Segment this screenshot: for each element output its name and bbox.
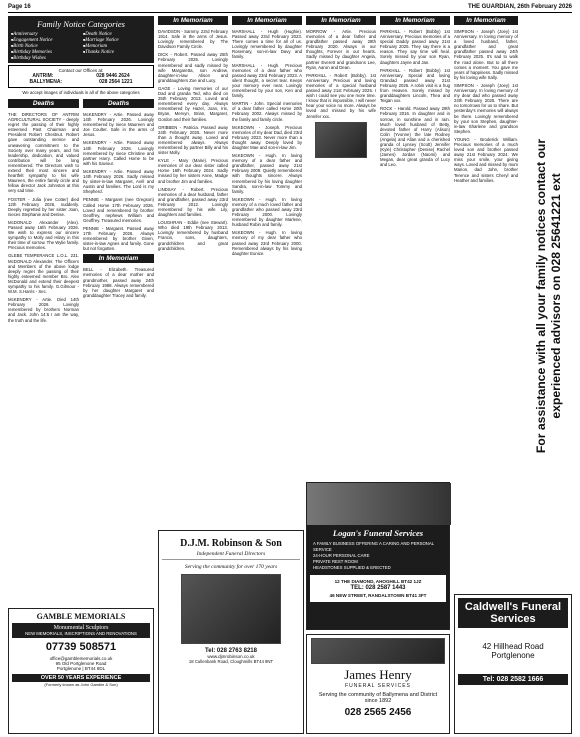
notice: ROCK - Harold. Passed away 29th February 2016. In daughter and in sorrow, in sunshine and in rain. Much loved husband of Betty, devoted father of Harry (Alison) Colin (Yvonne) the late Rodney (Angela) and Allan and a cherished granda of Lynsey (Scott) Jennifer (Kyle) Christopher (Denise) Rachel (James) Jordan (Naomi) and Megan, dear great granda of Lucy and Leo. (380, 106, 450, 168)
gamble-line: NEW MEMORIALS, INSCRIPTIONS AND RENOVATIONS (25, 631, 137, 636)
category-item: ■ Death Notice (83, 32, 151, 37)
notice: GRIBBEN - Patricia. Passed away 24th February 2025. Never more than a thought away. Loved and remembered always. Always remembered by partner Billy and his sister Molly. (158, 124, 228, 156)
notice: BELL - Elizabeth. Treasured memories of a dear mother and grandmother, passed away 24th February 1988. Always remembered by her daughter Margaret and granddaughter Tracey and family. (83, 267, 154, 298)
gamble-sub: Monumental Sculptors (53, 625, 109, 631)
notice: PENNIE - Margaret. Passed away 17th February 2026. Always remembered by brother Given, sister-in-law Agnes and family. Gone but not forgotten. (83, 225, 154, 252)
notice: MARSHALL - Hugh (Hughie). Passed away 23rd February 2023. There comes a time for all of us. Lovingly remembered by daughter Rosemary, son-in-law Davy and family. (232, 29, 302, 60)
notice: McKENDRY - Artie. Passed away 14th February 2026. Lovingly remembered by niece Christine and partner Harry. Called Home to be with his Saviour. (83, 140, 154, 166)
djm-web: www.djmrobinson.co.uk (207, 654, 255, 659)
henry-phone: 028 2565 2456 (344, 707, 412, 718)
gamble-memorials-ad (8, 608, 154, 734)
category-item: ■ Marriage Notice (83, 38, 151, 43)
column-4 (232, 16, 302, 536)
page-header (8, 3, 572, 13)
notice: PARKHILL - Robert (Bobby). 1st Anniversary. Precious and loving memories of a special husband passed away 21st February 2025. I wish I could see you one more time. I know that is impossible, I will never hear your voice no more. Always be loved and missed by his wife Jennifer xxx. (306, 72, 376, 119)
logans-address: 12 THE DIAMOND, AHOGHILL BT42 1JZ (334, 579, 422, 584)
notice: LINDSAY - Robert. Precious memories of a dear husband, father and grandfather, passed away 23rd February 2012. Lovingly remembered by his wife Lily, daughters and families. (158, 186, 228, 218)
djm-sub: Independent Funeral Directors (196, 551, 266, 557)
gamble-phone: 07739 508571 (45, 641, 117, 653)
henry-tagline: Serving the community of Ballymena and District since 1892 (318, 692, 438, 704)
james-henry-ad (306, 634, 450, 734)
notice: McKEOWN - Hugh. In loving memory of my dear father who passed away 23rd February 2000. Remembered always by his loving daughter Eunice. (232, 230, 302, 256)
antrim-label: ANTRIM: (32, 73, 54, 79)
categories-title: Family Notice Categories (37, 19, 125, 29)
notice: MORROW - Artie. Precious memories of a dear father and grandfather passed away 28th February 2020. Always in our thoughts, Forever in our hearts. Sadly missed by daughter Angela, partner Everett and grandsons Lee, Ryan, Aaron and Dean. (306, 29, 376, 70)
vertical-line: For assistance with all your family notices contact our (534, 138, 549, 454)
logans-photo (307, 483, 451, 525)
henry-photo (311, 638, 445, 664)
notice: FOSTER - Julia (nee Cotter) died 12th February 2026, suddenly. Deeply regretted by her sister Joan, nieces Stephanie and Denise. (8, 196, 79, 217)
notice: LOUGHRAN - Eddie (nee Stewart). Who died 19th February 2013. Lovingly remembered by husband Francis, sons, daughters, grandchildren and great grandchildren. (158, 220, 228, 251)
logans-funeral-ad (306, 482, 450, 630)
gamble-email: office@gamblememorials.co.uk (49, 656, 113, 661)
gamble-title: GAMBLE MEMORIALS (36, 612, 126, 621)
notice: GLEBE TEMPERANCE L.O.L. 231. McDONALD Alexander. The Officers and Members of the above lodge deeply regret the passing of their highly esteemed member Bro. Alex McDonald and extend their deepest sympathy to his family. G.Gilmour - W.M. S.Harris - Sec. (8, 253, 79, 295)
henry-sub: FUNERAL SERVICES (345, 683, 411, 689)
djm-title: D.J.M. Robinson & Son (180, 538, 282, 549)
ballymena-label: BALLYMENA: (29, 79, 63, 85)
notice: MARTIN - John. Special memories of a dear father called Home 20th February 2002. Always missed by the family and family circle. (232, 101, 302, 122)
memoriam-heading: In Memoriam (232, 16, 302, 25)
logans-bullet: A FAMILY BUSINESS OFFERING A CARING AND PERSONAL SERVICE (313, 541, 434, 552)
caldwells-title: Caldwell's Funeral Services (458, 598, 568, 628)
notice: McKEOWN - Joseph. Precious memories of my dear Dad, died 23rd February 2023. Never more than a thought away. Deeply loved by daughter Mae and son-in-law Jim. (232, 124, 302, 150)
categories-list (11, 32, 151, 61)
categories-box (8, 16, 154, 63)
notice: McDONALD Alexander (Alex). Passed away 16th February 2026. We wish to express our sincere sympathy to Molly and Hilary in this their time of sorrow. The Wylie family. Precious memories. (8, 219, 79, 251)
logans-bullet: PRIVATE REST ROOM (313, 559, 358, 564)
gamble-years: OVER 50 YEARS EXPERIENCE (12, 674, 150, 682)
page-number: Page 16 (8, 4, 31, 10)
column-3 (158, 16, 228, 536)
notice: PARKHILL - Robert (Bobby) 1st Anniversary. Precious memories of a special Daddy passed away 21st February 2025. They say there is a reason. They say time will heal. Sorely missed by your son Ryan, daughters Jayne and Jan. (380, 29, 450, 65)
djm-tagline: Serving the community for over 170 years (184, 564, 278, 570)
notice: McKENDRY - Artie. Died 14th February 2026. Lovingly remembered by brothers Norman and Jack. John 14:6 I am the way, the truth and the life. (8, 297, 79, 323)
candle-image (315, 122, 367, 158)
caldwells-address: Portglenone (491, 651, 535, 660)
category-item: ■ Thanks Notice (83, 50, 151, 55)
logans-address: 46 NEW STREET, RANDALSTOWN BT41 3FT (329, 593, 427, 598)
notice: McKENDRY - Artie. Passed away 14th February 2026. Sadly missed by sister-in-law Margaret, Avril and Austin and families. The Lord is my Shepherd. (83, 168, 154, 195)
category-item: ■ Birthday Wishes (11, 56, 79, 61)
memoriam-heading: In Memoriam (306, 16, 376, 25)
caldwells-ad (454, 594, 572, 734)
notice: PENNIE - Margaret (nee Gregson) Called Home 17th February 2026. Loved and remembered by brother Geoffrey, nephews William and Geoffrey. Treasured memories. (83, 197, 154, 223)
deaths-heading: Deaths (8, 99, 79, 108)
deaths-heading: Deaths (83, 99, 154, 108)
contact-title: Contact our Offices at: (58, 68, 104, 73)
notice: McKENDRY - Artie. Passed away 14th February 2026. Lovingly remembered by niece Maureen and Joe Coulter. Safe in the arms of Jesus. (83, 112, 154, 138)
notice: THE DIRECTORS OF ANTRIM AGRICULTURAL SOCIETY - deeply regret the passing of their highly esteemed Past Chairman and President Robert Chestnut. Robert gave outstanding service and unwavering commitment to the Society over many years, and his leadership, dedication, and valued contribution will be long remembered. The Directors wish to extend their most sincere and heartfelt sympathy to his wife Maureen, the entire family circle and fellow director Jack Johnston at this very sad time. (8, 112, 79, 194)
notice: DICK - Robert. Passed away 25th February 2025. Lovingly remembered and sadly missed by wife Margaretta, son Andrew, daughter-in-law Alison and granddaughters Zoe and Lucy. (158, 52, 228, 83)
category-item: ■ Engagement Notice (11, 38, 79, 43)
notice: PARKHILL - Robert (Bobby) 1st Anniversary. Special and loving Grandad passed away 21st February 2025. A robin visit is a hug from Heaven. Sorely missed by granddaughters Lincoln, Thea and Teigan xxx. (380, 67, 450, 104)
gamble-address: Portglenone | BT44 8DL (56, 666, 106, 671)
notice: GAGE - Loving memories of our Dad and granda Ted, who died on 25th February 2013. Loved and remembered every day. Always remembered by Hazel, Joan, Iris, Bryan, Mervyn, Brian, Margaret, Gordon and their families. (158, 85, 228, 122)
notice: McKEOWN - Hugh. In loving memory of a much loved father and grandfather who passed away 23rd February 2000. Lovingly remembered by daughter Marlene, husband Robin and family. (232, 196, 302, 228)
gamble-formerly: (Formerly known as John Gamble & Son) (44, 682, 118, 687)
notice: SIMPSON - Joseph (Joey) 1st Anniversary. In loving memory of my dear dad who passed away 24th February 2025. There are no tomorrows for us to share. But yesterday's memories will always be there. Lovingly remembered by your son Stephen, daughter-in-law Sharlene and grandson Stephen. (454, 82, 518, 134)
caldwells-address: 42 Hillhead Road (482, 642, 544, 651)
djm-robinson-ad (158, 530, 304, 734)
notice: YOUNG - Broderick William. Precious memories of a much loved son and brother passed away 21st February 2024. We miss your smile, your giving ways. Loved and missed by mum Marion, dad John, brother Terence and sisters Cheryl and Heather and families. (454, 136, 518, 183)
henry-title: James Henry (344, 667, 412, 682)
notice: DAVIDSON - Sammy. 23rd February 1914. Safe in the arms of Jesus. Lovingly remembered by The Davidson Family Circle. (158, 29, 228, 50)
category-item: ■ Birth Notice (11, 44, 79, 49)
memoriam-heading: In Memoriam (83, 254, 154, 263)
logans-bullet: HEADSTONES SUPPLIED & ERECTED (313, 565, 391, 570)
gamble-address: 95 Old Portglenone Road (55, 661, 107, 666)
logans-title: Logan's Funeral Services (332, 528, 424, 538)
column-5 (306, 16, 376, 436)
category-item: ■ Anniversary (11, 32, 79, 37)
column-6 (380, 16, 450, 436)
category-item: ■ Birthday Memories (11, 50, 79, 55)
notice: MARSHALL - Hugh. Precious memories of a dear father who passed away 23rd February 2023. A silent thought, a secret tear. Keeps your memory ever near. Lovingly remembered by your son, Ken and family. (232, 62, 302, 99)
category-item: ■ Memoriam (83, 44, 151, 49)
notice: KYLE - Mary (Marie). Precious memories of our dear sister called Home 16th February 2024. Sadly missed by her sisters Anne, Madge and brother Jim and families. (158, 158, 228, 184)
vertical-line: experienced advisors on 028 25641221 ext (549, 173, 564, 419)
contact-box (8, 65, 154, 88)
memoriam-heading: In Memoriam (380, 16, 450, 25)
column-7 (454, 16, 518, 436)
djm-photo (181, 574, 281, 644)
ballymena-phone: 028 2564 1221 (99, 79, 133, 85)
notice: McKEOWN - Hugh. In loving memory of a dear father and grandfather, passed away 21st February 2009. Quietly remembered with thoughts sincere. Always remembered by his loving daughter Sandra, son-in-law Tommy and family. (232, 153, 302, 194)
notice: SIMPSON - Joseph (Joey) 1st Anniversary. In loving memory of a loved husband, father, grandfather and great grandfather passed away 24th February 2025. It's sad to walk the road alone. But to all there comes a moment. You gave me years of happiness. Sadly missed by his loving wife Sally. (454, 29, 518, 80)
caldwells-phone: Tel: 028 2582 1666 (458, 674, 568, 685)
memoriam-heading: In Memoriam (454, 16, 518, 25)
vertical-assistance-banner (520, 16, 578, 576)
djm-phone: Tel: 028 2763 8218 (205, 648, 257, 654)
logans-bullet: 24-HOUR PERSONAL CARE (313, 553, 370, 558)
logans-phone: TEL: 028 2587 1443 (350, 585, 406, 591)
masthead: THE GUARDIAN, 26th February 2026 (467, 4, 572, 10)
memoriam-heading: In Memoriam (158, 16, 228, 25)
djm-address: 18 Cullenbank Road, Cloughmills BT44 9NT (188, 659, 274, 664)
images-note: We accept images of individuals in all of the above categories (22, 90, 140, 95)
antrim-phone: 028 9446 2624 (96, 73, 130, 79)
